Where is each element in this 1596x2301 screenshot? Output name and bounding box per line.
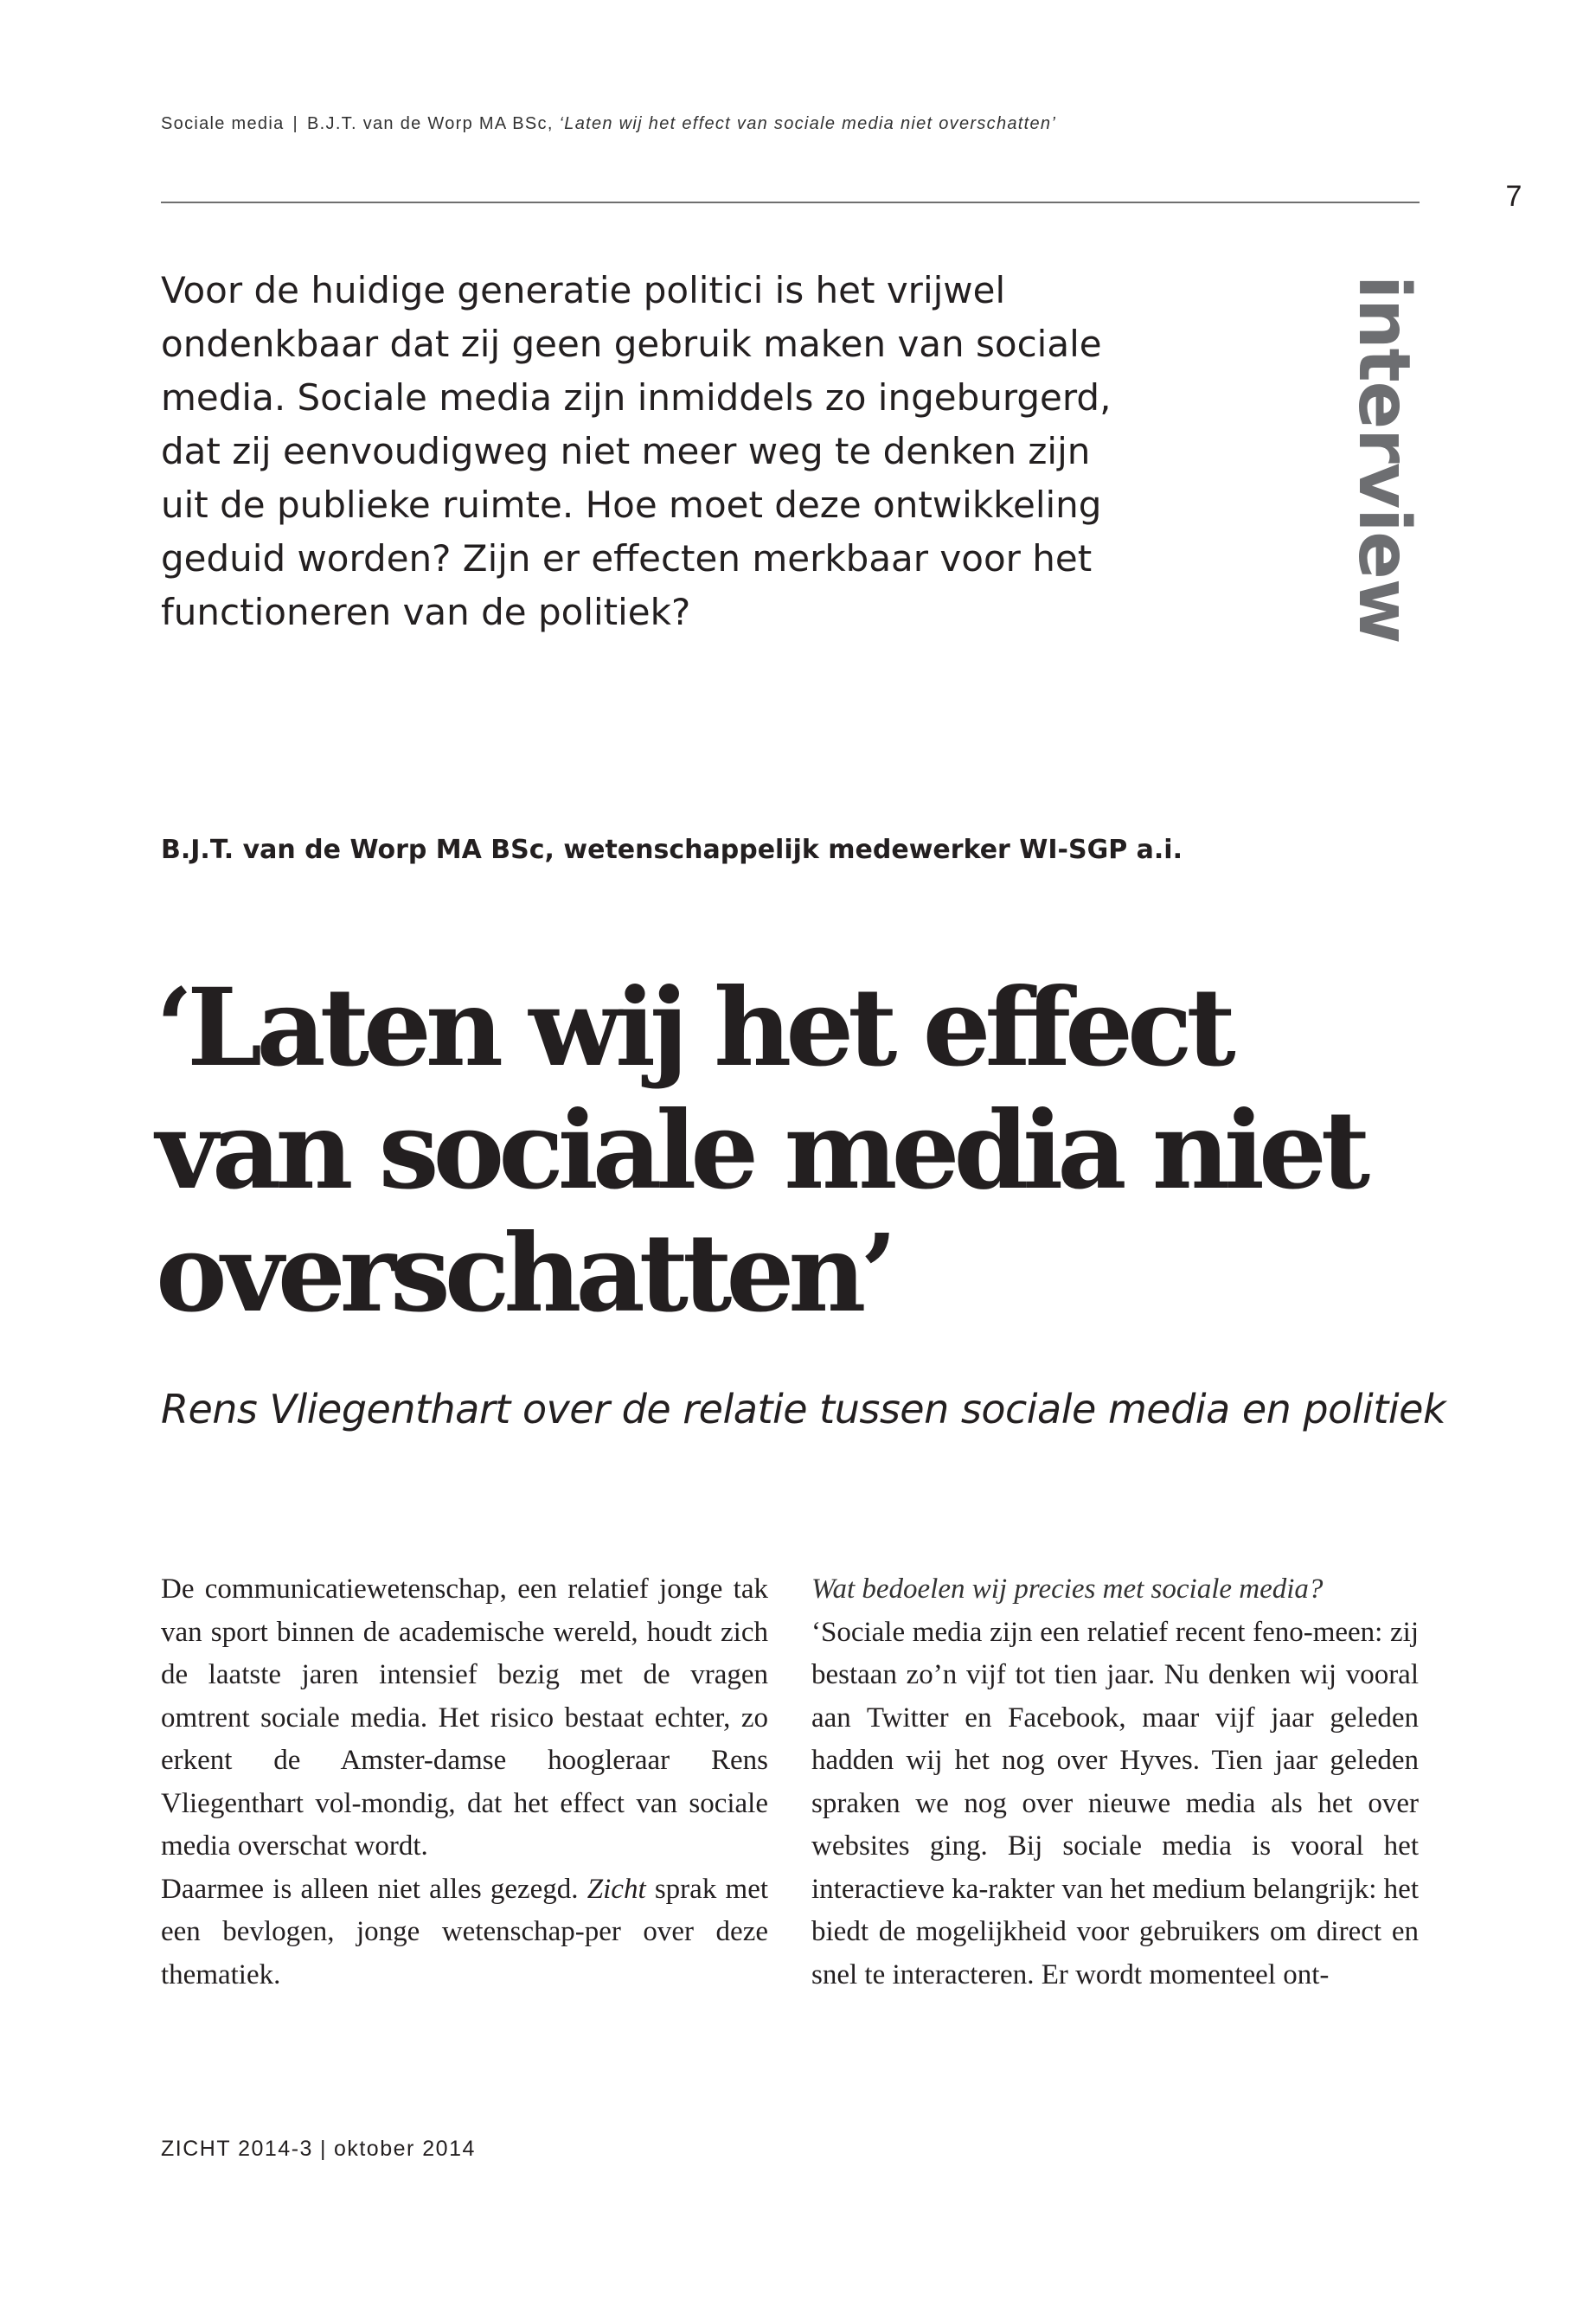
running-header-section: Sociale media <box>161 114 285 133</box>
running-header-article-title: ‘Laten wij het effect van sociale media niet overschatten’ <box>559 114 1057 133</box>
body-paragraph <box>161 1868 768 1997</box>
section-label: interview <box>1343 275 1425 644</box>
body-paragraph: ‘Sociale media zijn een relatief recent feno-meen: zij bestaan zo’n vijf tot tien jaar. Nu denken wij vooral aan Twitter en Facebook, maar vijf jaar geleden hadden wij het nog over Hyves. Tien jaar geleden spraken we nog over nieuwe media als het over websites ging. Bij sociale media is vooral het interactieve ka-rakter van het medium belangrijk: het biedt de mogelijkheid voor gebruikers om direct en snel te interacteren. Er wordt momenteel ont- <box>811 1616 1419 1990</box>
headline-line-2: van sociale media niet <box>156 1088 1365 1214</box>
body-text: sprak met een bevlogen, jonge wetenschap-per over deze thematiek. <box>161 1873 769 1990</box>
footer <box>161 2137 476 2162</box>
footer-separator: | <box>319 2137 327 2161</box>
running-header-author: B.J.T. van de Worp MA BSc, <box>307 114 554 133</box>
page-number: 7 <box>1505 180 1522 213</box>
body-paragraph: De communicatiewetenschap, een relatief jonge tak van sport binnen de academische wereld, houdt zich de laatste jaren intensief bezig met de vragen omtrent sociale media. Het risico bestaat echter, zo erkent de Amster-damse hoogleraar Rens Vliegenthart vol-mondig, dat het effect van sociale media overschat wordt. <box>161 1574 768 1862</box>
subtitle: Rens Vliegenthart over de relatie tussen sociale media en politiek <box>161 1386 1446 1433</box>
headline-line-3: overschatten’ <box>156 1211 892 1336</box>
byline: B.J.T. van de Worp MA BSc, wetenschappelijk medewerker WI-SGP a.i. <box>161 835 1183 865</box>
body-column-left <box>161 1568 768 1997</box>
headline <box>156 967 1453 1336</box>
body-text: Daarmee is alleen niet alles gezegd. <box>161 1873 587 1905</box>
footer-issue: ZICHT 2014-3 <box>161 2137 313 2161</box>
header-rule <box>161 202 1420 203</box>
intro-paragraph: Voor de huidige generatie politici is het vrijwel ondenkbaar dat zij geen gebruik maken van sociale media. Sociale media zijn inmiddels zo ingeburgerd, dat zij eenvoudigweg niet meer weg te denken zijn uit de publieke ruimte. Hoe moet deze ontwikkeling geduid worden? Zijn er effecten merkbaar voor het functioneren van de politiek? <box>161 269 1112 633</box>
running-header <box>161 114 1415 134</box>
interview-question: Wat bedoelen wij precies met sociale media? <box>811 1574 1324 1605</box>
footer-date: oktober 2014 <box>333 2137 476 2161</box>
running-header-separator: | <box>292 114 299 133</box>
body-column-right <box>811 1568 1419 1997</box>
headline-line-1: ‘Laten wij het effect <box>156 965 1230 1091</box>
magazine-name: Zicht <box>586 1873 646 1905</box>
